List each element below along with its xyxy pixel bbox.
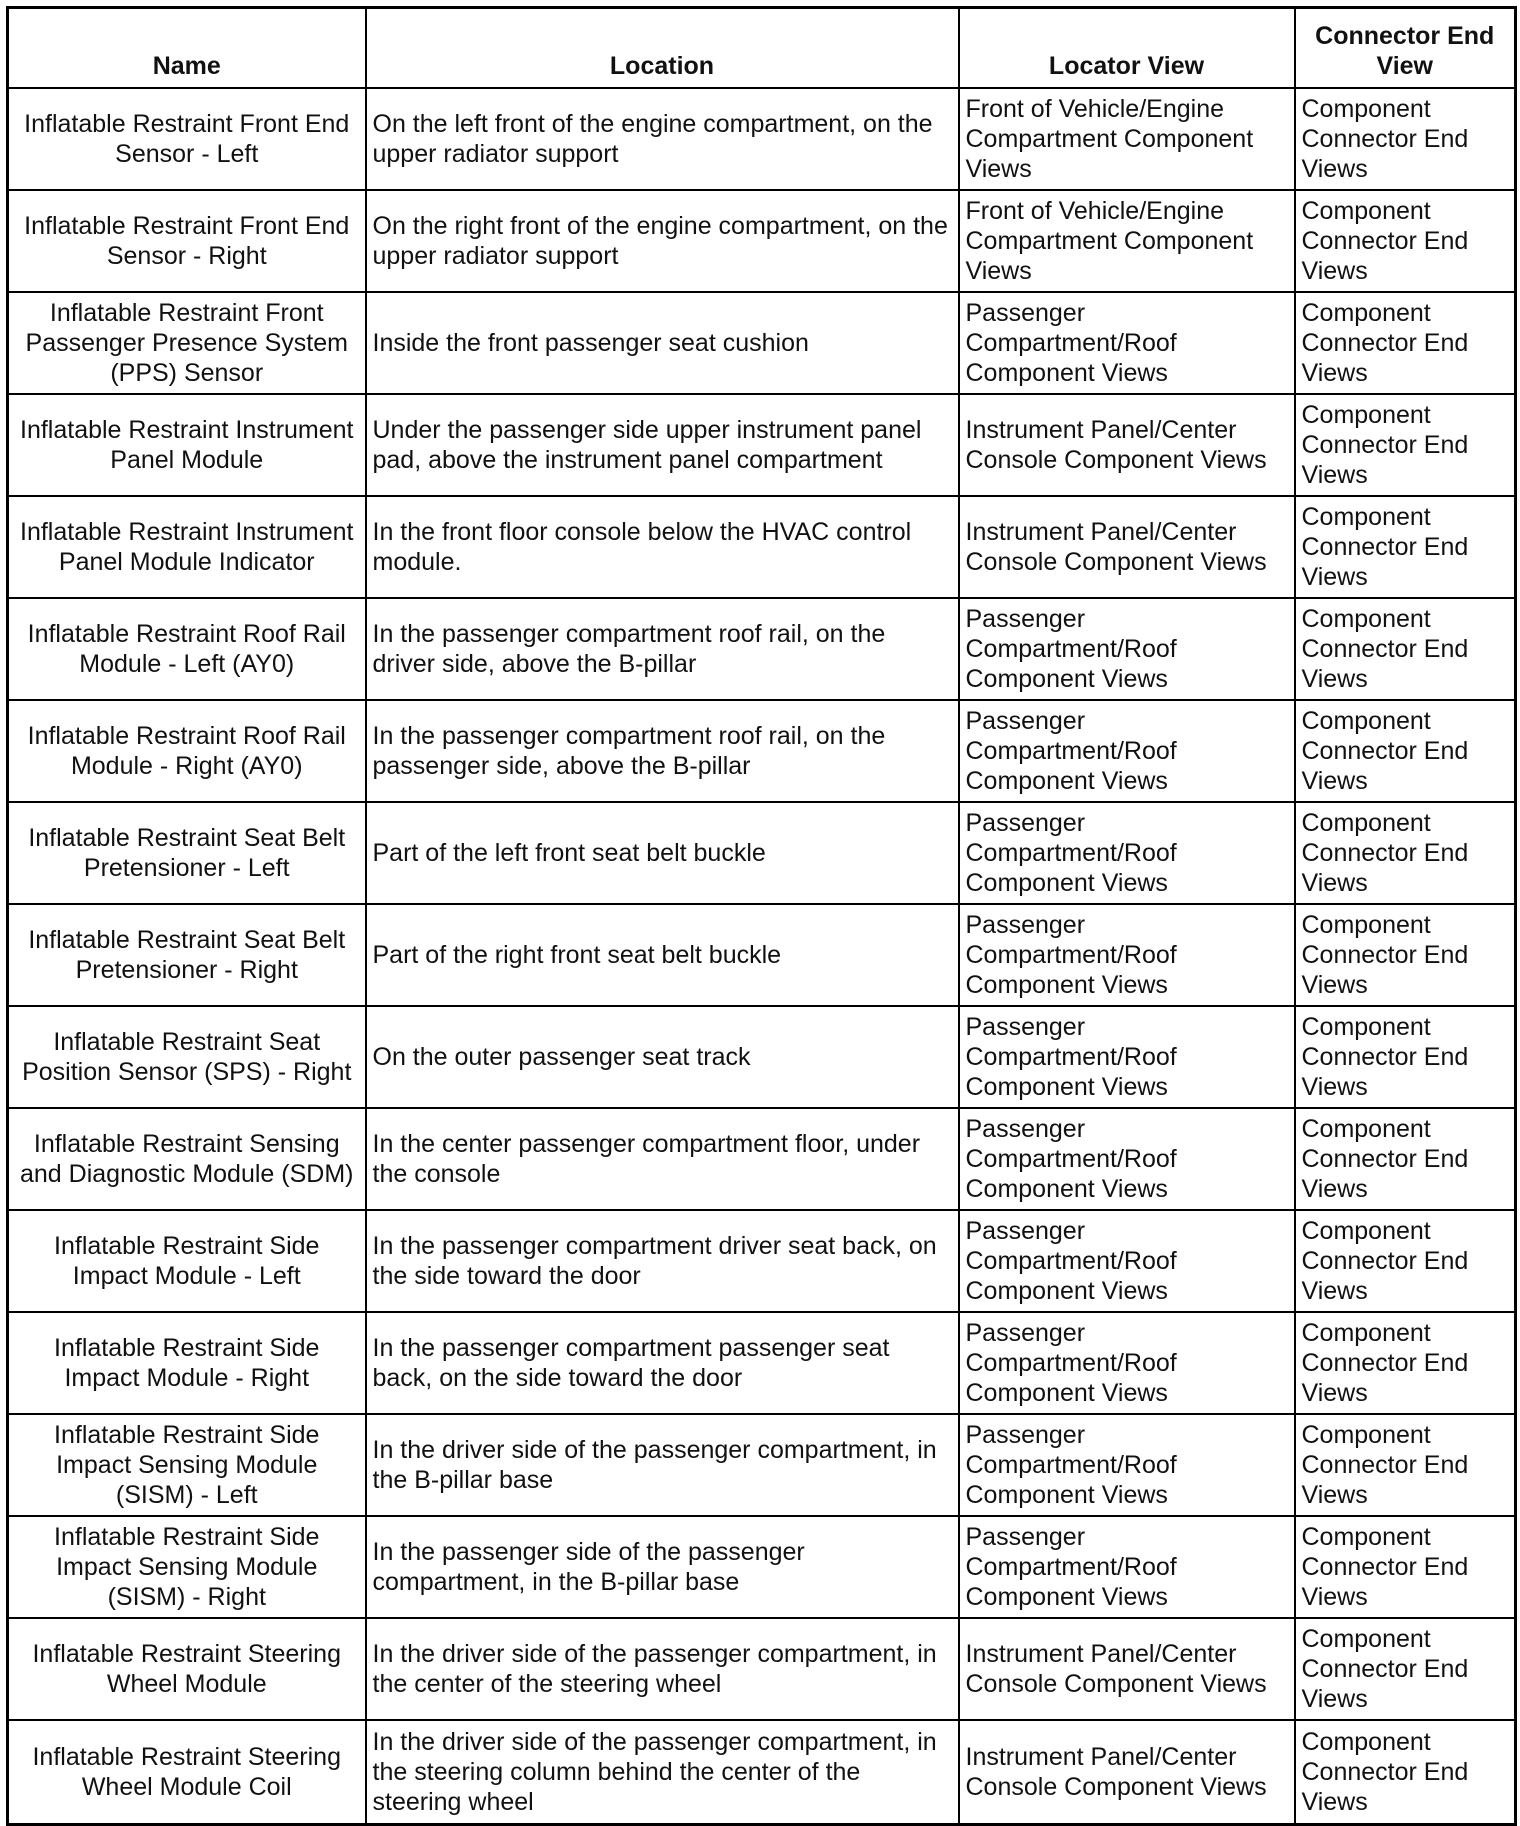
table-row xyxy=(8,802,1516,904)
cell-locator-view: Instrument Panel/Center Console Component Views xyxy=(959,394,1295,496)
cell-connector-end-view: Component Connector End Views xyxy=(1295,1414,1516,1516)
cell-connector-end-view: Component Connector End Views xyxy=(1295,496,1516,598)
cell-location: In the center passenger compartment floor, under the console xyxy=(366,1108,959,1210)
table-row xyxy=(8,496,1516,598)
cell-name: Inflatable Restraint Instrument Panel Module Indicator xyxy=(8,496,366,598)
component-locator-document xyxy=(6,6,1517,1826)
cell-connector-end-view: Component Connector End Views xyxy=(1295,394,1516,496)
cell-connector-end-view: Component Connector End Views xyxy=(1295,700,1516,802)
cell-location: Part of the right front seat belt buckle xyxy=(366,904,959,1006)
cell-name: Inflatable Restraint Front End Sensor - Left xyxy=(8,88,366,190)
cell-location: Inside the front passenger seat cushion xyxy=(366,292,959,394)
cell-locator-view: Passenger Compartment/Roof Component Views xyxy=(959,1006,1295,1108)
cell-locator-view: Instrument Panel/Center Console Component Views xyxy=(959,1618,1295,1720)
cell-location: Under the passenger side upper instrument panel pad, above the instrument panel compartment xyxy=(366,394,959,496)
table-row xyxy=(8,1108,1516,1210)
cell-name: Inflatable Restraint Steering Wheel Module xyxy=(8,1618,366,1720)
cell-connector-end-view: Component Connector End Views xyxy=(1295,1006,1516,1108)
cell-connector-end-view: Component Connector End Views xyxy=(1295,1516,1516,1618)
table-row xyxy=(8,1720,1516,1824)
cell-locator-view: Passenger Compartment/Roof Component Views xyxy=(959,292,1295,394)
cell-name: Inflatable Restraint Sensing and Diagnostic Module (SDM) xyxy=(8,1108,366,1210)
cell-locator-view: Front of Vehicle/Engine Compartment Component Views xyxy=(959,190,1295,292)
cell-location: In the driver side of the passenger compartment, in the steering column behind the center of the steering wheel xyxy=(366,1720,959,1824)
cell-name: Inflatable Restraint Seat Belt Pretensioner - Right xyxy=(8,904,366,1006)
table-row xyxy=(8,1006,1516,1108)
cell-name: Inflatable Restraint Side Impact Module - Left xyxy=(8,1210,366,1312)
table-row xyxy=(8,190,1516,292)
cell-location: In the driver side of the passenger compartment, in the B-pillar base xyxy=(366,1414,959,1516)
table-row xyxy=(8,904,1516,1006)
cell-name: Inflatable Restraint Roof Rail Module - Right (AY0) xyxy=(8,700,366,802)
header-location: Location xyxy=(366,8,959,89)
cell-location: In the front floor console below the HVAC control module. xyxy=(366,496,959,598)
cell-locator-view: Passenger Compartment/Roof Component Views xyxy=(959,1210,1295,1312)
cell-name: Inflatable Restraint Side Impact Sensing Module (SISM) - Right xyxy=(8,1516,366,1618)
cell-locator-view: Instrument Panel/Center Console Component Views xyxy=(959,1720,1295,1824)
cell-name: Inflatable Restraint Front End Sensor - Right xyxy=(8,190,366,292)
cell-connector-end-view: Component Connector End Views xyxy=(1295,802,1516,904)
cell-connector-end-view: Component Connector End Views xyxy=(1295,1618,1516,1720)
cell-name: Inflatable Restraint Side Impact Module - Right xyxy=(8,1312,366,1414)
cell-name: Inflatable Restraint Instrument Panel Module xyxy=(8,394,366,496)
table-row xyxy=(8,88,1516,190)
cell-location: In the passenger side of the passenger compartment, in the B-pillar base xyxy=(366,1516,959,1618)
cell-locator-view: Passenger Compartment/Roof Component Views xyxy=(959,700,1295,802)
cell-location: Part of the left front seat belt buckle xyxy=(366,802,959,904)
table-header-row xyxy=(8,8,1516,89)
cell-locator-view: Passenger Compartment/Roof Component Views xyxy=(959,1108,1295,1210)
cell-name: Inflatable Restraint Seat Position Sensor (SPS) - Right xyxy=(8,1006,366,1108)
cell-connector-end-view: Component Connector End Views xyxy=(1295,904,1516,1006)
cell-location: On the right front of the engine compartment, on the upper radiator support xyxy=(366,190,959,292)
cell-location: On the outer passenger seat track xyxy=(366,1006,959,1108)
cell-name: Inflatable Restraint Front Passenger Presence System (PPS) Sensor xyxy=(8,292,366,394)
cell-name: Inflatable Restraint Seat Belt Pretensioner - Left xyxy=(8,802,366,904)
table-row xyxy=(8,1618,1516,1720)
component-locator-table xyxy=(6,6,1517,1826)
cell-locator-view: Passenger Compartment/Roof Component Views xyxy=(959,904,1295,1006)
cell-locator-view: Instrument Panel/Center Console Component Views xyxy=(959,496,1295,598)
cell-location: In the passenger compartment roof rail, on the passenger side, above the B-pillar xyxy=(366,700,959,802)
cell-location: In the driver side of the passenger compartment, in the center of the steering wheel xyxy=(366,1618,959,1720)
table-row xyxy=(8,598,1516,700)
cell-location: In the passenger compartment driver seat back, on the side toward the door xyxy=(366,1210,959,1312)
header-locator-view: Locator View xyxy=(959,8,1295,89)
cell-connector-end-view: Component Connector End Views xyxy=(1295,190,1516,292)
table-row xyxy=(8,1210,1516,1312)
cell-location: In the passenger compartment passenger seat back, on the side toward the door xyxy=(366,1312,959,1414)
cell-name: Inflatable Restraint Roof Rail Module - Left (AY0) xyxy=(8,598,366,700)
cell-connector-end-view: Component Connector End Views xyxy=(1295,292,1516,394)
cell-connector-end-view: Component Connector End Views xyxy=(1295,1720,1516,1824)
cell-locator-view: Passenger Compartment/Roof Component Views xyxy=(959,598,1295,700)
table-row xyxy=(8,292,1516,394)
cell-connector-end-view: Component Connector End Views xyxy=(1295,1108,1516,1210)
cell-locator-view: Passenger Compartment/Roof Component Views xyxy=(959,1516,1295,1618)
cell-connector-end-view: Component Connector End Views xyxy=(1295,598,1516,700)
cell-location: In the passenger compartment roof rail, on the driver side, above the B-pillar xyxy=(366,598,959,700)
cell-connector-end-view: Component Connector End Views xyxy=(1295,1312,1516,1414)
cell-connector-end-view: Component Connector End Views xyxy=(1295,1210,1516,1312)
cell-locator-view: Front of Vehicle/Engine Compartment Component Views xyxy=(959,88,1295,190)
cell-connector-end-view: Component Connector End Views xyxy=(1295,88,1516,190)
table-row xyxy=(8,700,1516,802)
cell-name: Inflatable Restraint Steering Wheel Module Coil xyxy=(8,1720,366,1824)
table-row xyxy=(8,1312,1516,1414)
header-name: Name xyxy=(8,8,366,89)
cell-location: On the left front of the engine compartment, on the upper radiator support xyxy=(366,88,959,190)
cell-name: Inflatable Restraint Side Impact Sensing Module (SISM) - Left xyxy=(8,1414,366,1516)
table-row xyxy=(8,394,1516,496)
table-row xyxy=(8,1414,1516,1516)
table-row xyxy=(8,1516,1516,1618)
cell-locator-view: Passenger Compartment/Roof Component Views xyxy=(959,1414,1295,1516)
cell-locator-view: Passenger Compartment/Roof Component Views xyxy=(959,802,1295,904)
cell-locator-view: Passenger Compartment/Roof Component Views xyxy=(959,1312,1295,1414)
header-connector-end-view: Connector End View xyxy=(1295,8,1516,89)
